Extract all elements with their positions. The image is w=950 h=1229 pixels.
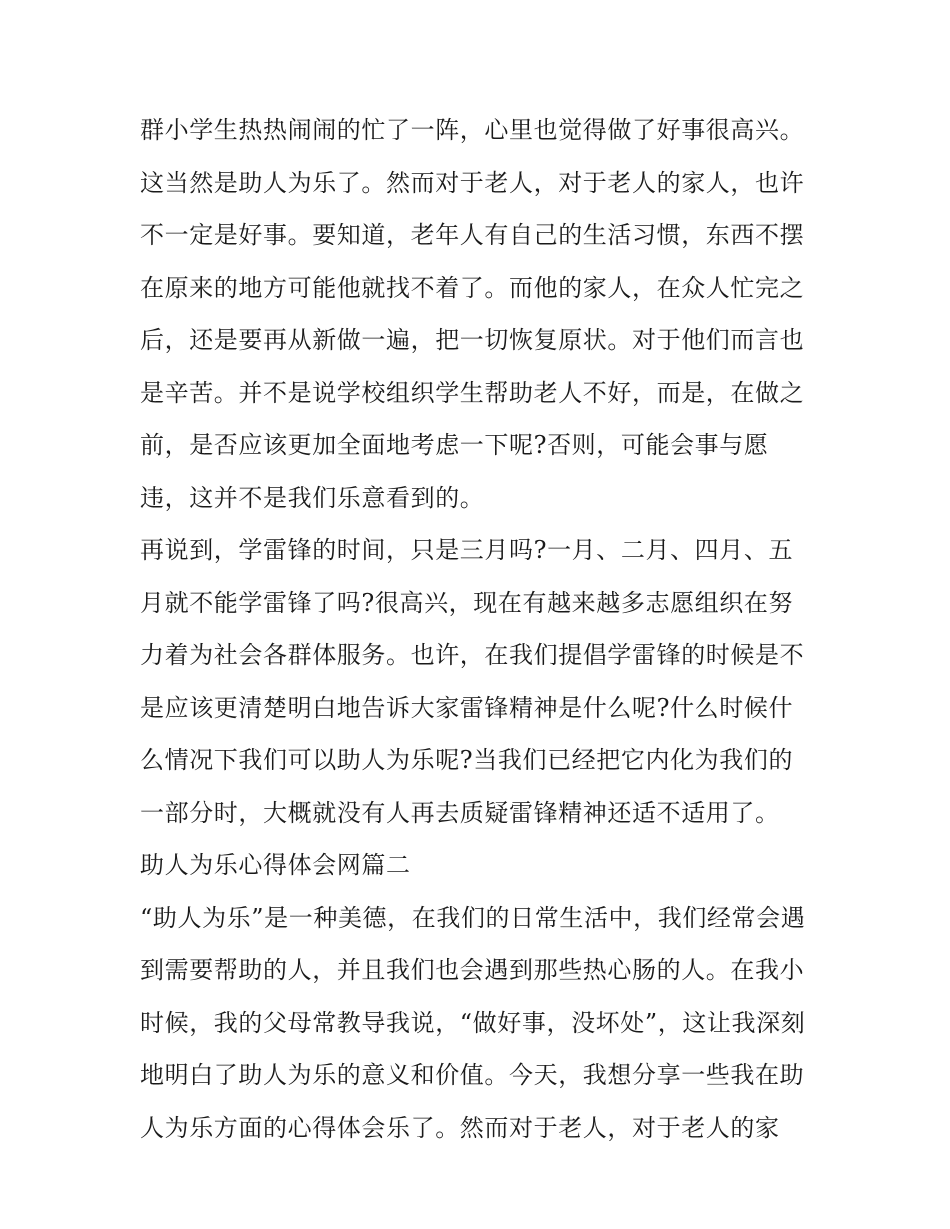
text-line: 力着为社会各群体服务。也许，在我们提倡学雷锋的时候是不 — [140, 641, 805, 669]
text-line: 一部分时，大概就没有人再去质疑雷锋精神还适不适用了。 — [140, 798, 780, 827]
text-line: 在原来的地方可能他就找不着了。而他的家人，在众人忙完之 — [140, 273, 805, 302]
text-line: 这当然是助人为乐了。然而对于老人，对于老人的家人，也许 — [140, 168, 805, 197]
text-line: 时候，我的父母常教导我说，“做好事，没坏处”，这让我深刻 — [140, 1008, 806, 1037]
text-line: 群小学生热热闹闹的忙了一阵，心里也觉得做了好事很高兴。 — [140, 116, 805, 144]
text-line: “助人为乐”是一种美德，在我们的日常生活中，我们经常会遇 — [140, 903, 806, 932]
text-line: 人为乐方面的心得体会乐了。然而对于老人，对于老人的家 — [140, 1113, 780, 1142]
text-line: 么情况下我们可以助人为乐呢?当我们已经把它内化为我们的 — [140, 746, 794, 774]
text-line: 是应该更清楚明白地告诉大家雷锋精神是什么呢?什么时候什 — [140, 693, 794, 722]
document-body — [140, 104, 820, 1154]
text-line: 再说到，学雷锋的时间，只是三月吗?一月、二月、四月、五 — [140, 536, 794, 564]
text-line: 前，是否应该更加全面地考虑一下呢?否则，可能会事与愿 — [140, 431, 769, 459]
text-line: 月就不能学雷锋了吗?很高兴，现在有越来越多志愿组织在努 — [140, 588, 794, 617]
text-line: 是辛苦。并不是说学校组织学生帮助老人不好，而是，在做之 — [140, 378, 805, 407]
text-line: 地明白了助人为乐的意义和价值。今天，我想分享一些我在助 — [140, 1061, 805, 1089]
section-heading: 助人为乐心得体会网篇二 — [140, 851, 411, 879]
text-line: 违，这并不是我们乐意看到的。 — [140, 483, 485, 512]
text-line: 后，还是要再从新做一遍，把一切恢复原状。对于他们而言也 — [140, 326, 805, 354]
text-line: 到需要帮助的人，并且我们也会遇到那些热心肠的人。在我小 — [140, 956, 805, 984]
text-line: 不一定是好事。要知道，老年人有自己的生活习惯，东西不摆 — [140, 221, 805, 249]
